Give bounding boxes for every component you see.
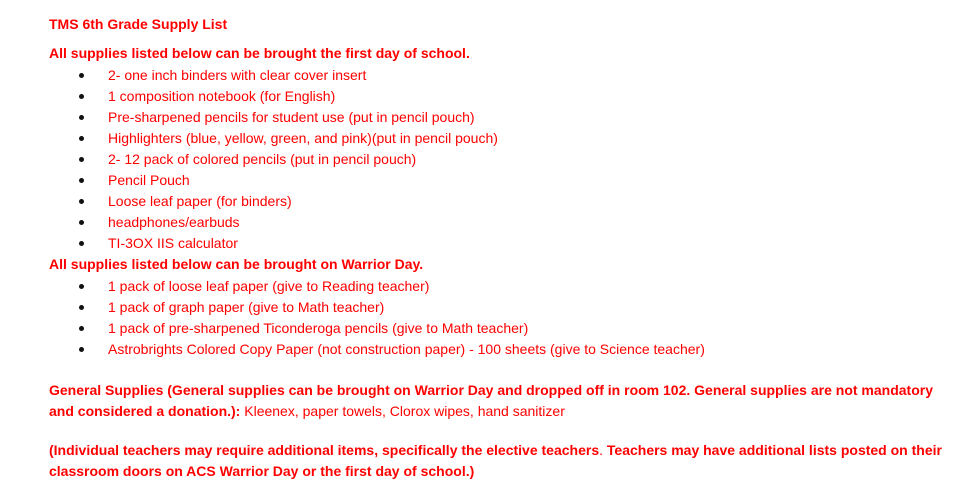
general-supplies-items: Kleenex, paper towels, Clorox wipes, hand sanitizer [240, 403, 565, 419]
bullet-icon [79, 220, 84, 225]
bullet-icon [79, 199, 84, 204]
general-supplies-paragraph [49, 380, 954, 422]
bullet-icon [79, 305, 84, 310]
list-item: headphones/earbuds [0, 212, 978, 233]
warrior-day-heading: All supplies listed below can be brought on Warrior Day. [49, 256, 424, 272]
first-day-supply-list [0, 65, 978, 254]
teacher-note-part-2: Teachers may have additional lists posted on their classroom doors on ACS Warrior Day or the first day of school.) [49, 442, 942, 479]
list-item: TI-3OX IIS calculator [0, 233, 978, 254]
bullet-icon [79, 241, 84, 246]
bullet-icon [79, 178, 84, 183]
bullet-icon [79, 136, 84, 141]
list-item: 1 pack of pre-sharpened Ticonderoga pencils (give to Math teacher) [0, 318, 978, 339]
teacher-note-part-1: (Individual teachers may require additional items, specifically the elective teachers [49, 442, 600, 458]
document-title: TMS 6th Grade Supply List [49, 16, 228, 32]
bullet-icon [79, 73, 84, 78]
list-item: 2- one inch binders with clear cover insert [0, 65, 978, 86]
list-item: 2- 12 pack of colored pencils (put in pencil pouch) [0, 149, 978, 170]
teacher-note-paragraph [49, 440, 954, 482]
bullet-icon [79, 115, 84, 120]
list-item: Pencil Pouch [0, 170, 978, 191]
bullet-icon [79, 347, 84, 352]
bullet-icon [79, 157, 84, 162]
list-item: 1 composition notebook (for English) [0, 86, 978, 107]
bullet-icon [79, 94, 84, 99]
teacher-note-separator: . [599, 442, 607, 458]
list-item: Astrobrights Colored Copy Paper (not construction paper) - 100 sheets (give to Science teacher) [0, 339, 978, 360]
list-item: Pre-sharpened pencils for student use (put in pencil pouch) [0, 107, 978, 128]
list-item: Highlighters (blue, yellow, green, and pink)(put in pencil pouch) [0, 128, 978, 149]
list-item: 1 pack of graph paper (give to Math teacher) [0, 297, 978, 318]
list-item: 1 pack of loose leaf paper (give to Reading teacher) [0, 276, 978, 297]
warrior-day-supply-list [0, 276, 978, 360]
bullet-icon [79, 326, 84, 331]
first-day-heading: All supplies listed below can be brought the first day of school. [49, 45, 470, 61]
general-supplies-label: General Supplies (General supplies can be brought on Warrior Day and dropped off in room 102. General supplies are not mandatory and considered a donation.): [49, 382, 933, 419]
list-item: Loose leaf paper (for binders) [0, 191, 978, 212]
bullet-icon [79, 284, 84, 289]
